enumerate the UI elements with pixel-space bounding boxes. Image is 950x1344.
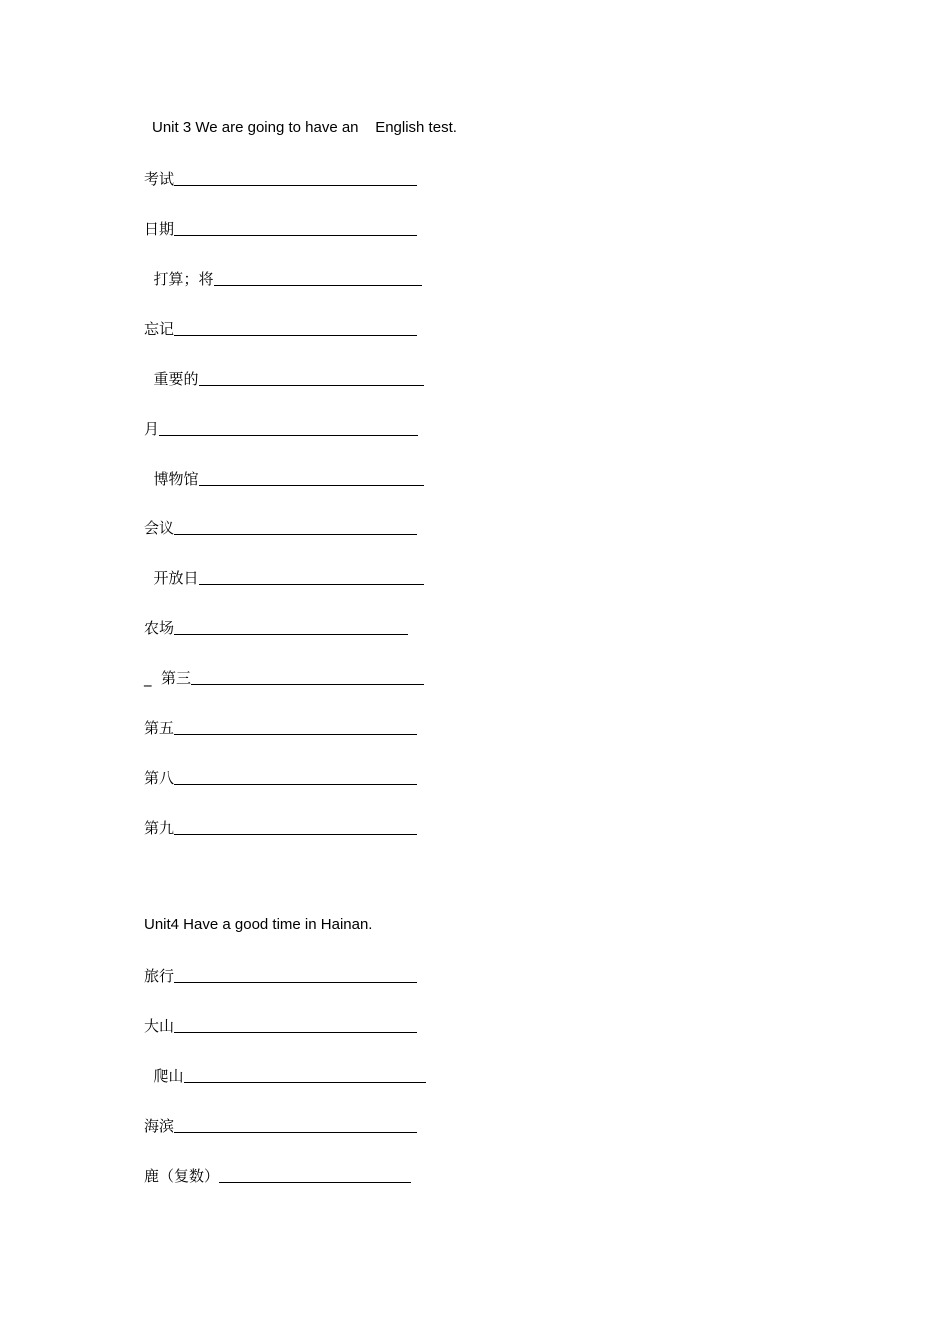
vocab-label: 海滨: [144, 1117, 175, 1135]
vocab-item: [144, 567, 424, 587]
vocab-item: [144, 1065, 426, 1085]
vocab-label: 大山: [144, 1017, 175, 1035]
unit-3-title: Unit 3 We are going to have an English test.: [152, 119, 457, 136]
vocab-label: 第八: [144, 769, 175, 787]
answer-blank: [199, 384, 424, 386]
answer-blank: [214, 284, 422, 286]
vocab-label: _ 第三: [144, 669, 192, 687]
vocab-item: [144, 965, 417, 985]
vocab-label: 农场: [144, 619, 175, 637]
vocab-item: [144, 218, 417, 238]
answer-blank: [219, 1181, 411, 1183]
vocab-label: 重要的: [144, 370, 199, 388]
vocab-item: [144, 368, 424, 388]
vocab-label: 打算；将: [144, 270, 214, 288]
vocab-item: [144, 667, 424, 687]
answer-blank: [174, 981, 417, 983]
vocab-item: [144, 517, 417, 537]
vocab-item: [144, 268, 422, 288]
answer-blank: [174, 1031, 417, 1033]
vocab-label: 会议: [144, 519, 175, 537]
vocab-label: 鹿（复数）: [144, 1167, 220, 1185]
vocab-label: 月: [144, 420, 160, 438]
vocab-item: [144, 1015, 417, 1035]
answer-blank: [174, 334, 417, 336]
answer-blank: [174, 533, 417, 535]
answer-blank: [174, 184, 417, 186]
vocab-item: [144, 418, 418, 438]
vocab-item: [144, 1165, 411, 1185]
vocab-label: 旅行: [144, 967, 175, 985]
answer-blank: [184, 1081, 426, 1083]
answer-blank: [199, 484, 424, 486]
vocab-item: [144, 168, 417, 188]
vocab-label: 第五: [144, 719, 175, 737]
unit-4-title: Unit4 Have a good time in Hainan.: [144, 916, 373, 933]
vocab-label: 日期: [144, 220, 175, 238]
vocab-label: 爬山: [144, 1067, 184, 1085]
answer-blank: [174, 733, 417, 735]
vocab-label: 开放日: [144, 569, 199, 587]
answer-blank: [174, 234, 417, 236]
answer-blank: [174, 633, 408, 635]
vocab-item: [144, 468, 424, 488]
answer-blank: [174, 1131, 417, 1133]
answer-blank: [199, 583, 424, 585]
answer-blank: [174, 783, 417, 785]
vocab-item: [144, 767, 417, 787]
vocab-item: [144, 617, 408, 637]
vocab-item: [144, 817, 417, 837]
vocab-label: 博物馆: [144, 470, 199, 488]
vocab-item: [144, 1115, 417, 1135]
vocab-label: 第九: [144, 819, 175, 837]
answer-blank: [174, 833, 417, 835]
answer-blank: [159, 434, 418, 436]
vocab-item: [144, 717, 417, 737]
vocab-item: [144, 318, 417, 338]
answer-blank: [191, 683, 424, 685]
vocab-label: 忘记: [144, 320, 175, 338]
vocab-label: 考试: [144, 170, 175, 188]
